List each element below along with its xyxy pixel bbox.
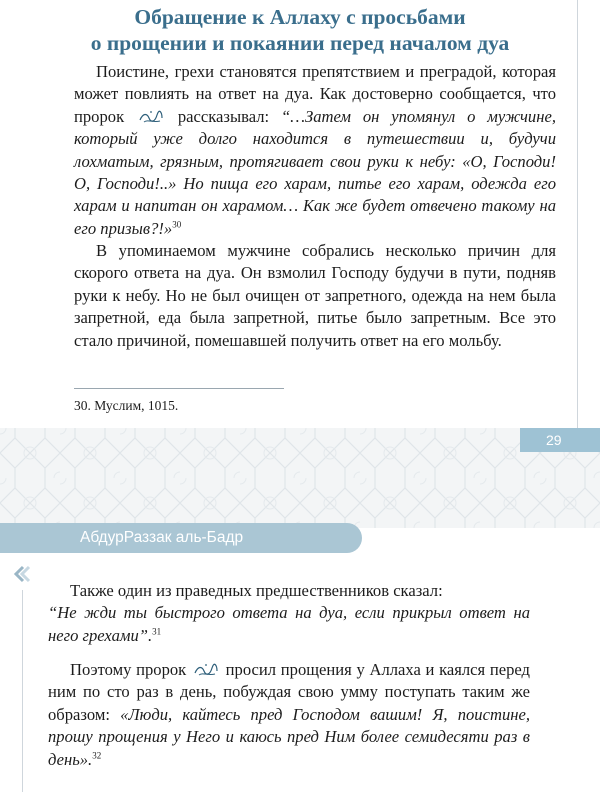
paragraph-2 xyxy=(74,240,556,352)
footnote-30: 30. Муслим, 1015. xyxy=(74,398,179,413)
footnote-ref-31[interactable]: 31 xyxy=(152,626,162,637)
footnote-divider xyxy=(74,388,284,389)
paragraph-1 xyxy=(74,61,556,240)
hadith-quote: “…Затем он упомянул о мужчине, который уже долго находится в путешествии и, будучи лохматым, грязным, протягивает свои руки к небу: «О, Господи! О, Господи!..» Но пища его харам, питье его харам, одежда его харам и напитан он харамом… Как же будет отвечено такому на его призыв?!» xyxy=(74,106,556,238)
prophet-quote: «Люди, кайтесь пред Господом вашим! Я, поистине, прошу прощения у Него и каюсь пред Ним более семидесяти раз в день». xyxy=(48,704,530,769)
running-header-author: АбдурРаззак аль-Бадр xyxy=(80,529,244,546)
salawat-calligraphy-icon xyxy=(193,662,219,677)
salawat-calligraphy-icon xyxy=(138,109,164,124)
chapter-title xyxy=(0,4,600,56)
title-line-1: Обращение к Аллаху с просьбами xyxy=(134,5,466,29)
paragraph-3-text: Также один из праведных предшественников сказал: xyxy=(70,581,443,600)
chevron-left-double-icon[interactable] xyxy=(12,562,32,586)
paragraph-2-text: В упоминаемом мужчине собрались несколько причин для скорого ответа на дуа. Он взмолил Господу будучи в пути, подняв руки к небу. Но не был очищен от запретного, одежда на нем была запретной, еда была запретной, питье было запретным. Все это стало причиной, помешавшей получить ответ на его мольбу. xyxy=(74,241,556,350)
page-edge-line-left xyxy=(22,590,23,792)
title-line-2: о прощении и покаянии перед началом дуа xyxy=(90,31,510,55)
paragraph-4-text: Поэтому пророк xyxy=(70,660,187,679)
geometric-pattern-icon xyxy=(0,428,600,528)
page-number-badge: 29 xyxy=(520,428,600,452)
paragraph-4 xyxy=(48,659,530,771)
salaf-quote: “Не жди ты быстрого ответа на дуа, если прикрыл ответ на него грехами”. xyxy=(48,603,530,645)
footnote-ref-32[interactable]: 32 xyxy=(92,750,102,761)
paragraph-4-text-cont: просил прощения у Аллаха и каялся перед ним по сто раз в день, побуждая свою умму поступать таким же образом: xyxy=(48,660,530,724)
page-separator-pattern xyxy=(0,428,600,528)
page-edge-line xyxy=(577,0,578,428)
footnote-ref-30[interactable]: 30 xyxy=(172,219,182,230)
paragraph-1-text: Поистине, грехи становятся препятствием и преградой, которая может повлиять на ответ на дуа. Как достоверно сообщается, что пророк xyxy=(74,62,556,126)
paragraph-3 xyxy=(48,580,530,647)
paragraph-1-text-cont: рассказывал: xyxy=(177,106,281,126)
